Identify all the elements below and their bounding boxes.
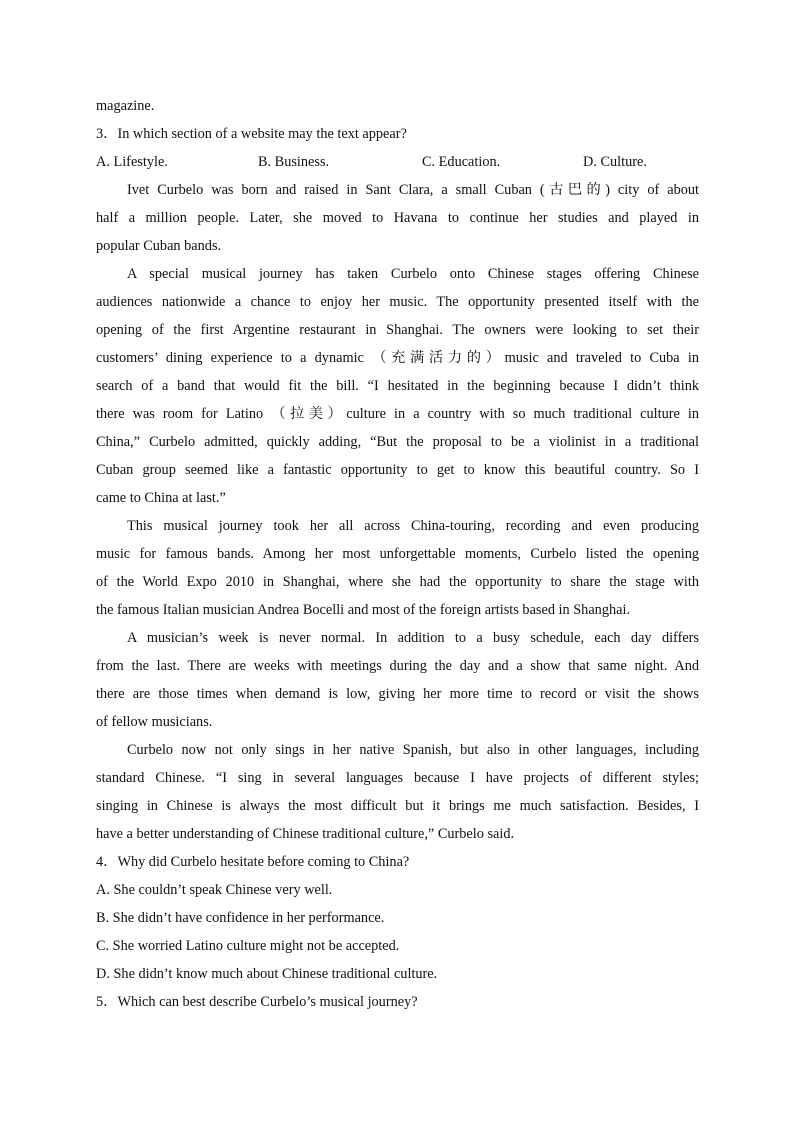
question-3-option-c: C. Education. [422, 154, 501, 170]
paragraph-line: of fellow musicians. [96, 714, 213, 730]
paragraph-line: This musical journey took her all across China-touring, recording and even producing [127, 518, 699, 534]
question-3-option-b: B. Business. [258, 154, 330, 170]
paragraph-line: A special musical journey has taken Curbelo onto Chinese stages offering Chinese [127, 266, 699, 282]
paragraph-line: there are those times when demand is low, giving her more time to record or visit the shows [96, 686, 699, 702]
paragraph-line: A musician’s week is never normal. In addition to a busy schedule, each day differs [127, 630, 699, 646]
passage-paragraph-4 [96, 626, 699, 738]
passage-paragraph-2 [96, 262, 699, 514]
question-3-option-a: A. Lifestyle. [96, 154, 168, 170]
paragraph-line: opening of the first Argentine restaurant in Shanghai. The owners were looking to set their [96, 322, 699, 338]
question-4-option-c: C. She worried Latino culture might not be accepted. [96, 938, 400, 954]
paragraph-line: China,” Curbelo admitted, quickly adding, “But the proposal to be a violinist in a traditional [96, 434, 699, 450]
paragraph-line: music for famous bands. Among her most unforgettable moments, Curbelo listed the opening [96, 546, 699, 562]
paragraph-line: of the World Expo 2010 in Shanghai, where she had the opportunity to share the stage with [96, 574, 699, 590]
paragraph-line: Curbelo now not only sings in her native Spanish, but also in other languages, including [127, 742, 699, 758]
passage-paragraph-1 [96, 178, 699, 262]
paragraph-line: popular Cuban bands. [96, 238, 222, 254]
question-4-option-d: D. She didn’t know much about Chinese traditional culture. [96, 966, 438, 982]
paragraph-line: search of a band that would fit the bill. “I hesitated in the beginning because I didn’t think [96, 378, 699, 394]
paragraph-line: standard Chinese. “I sing in several languages because I have projects of different styles; [96, 770, 699, 786]
question-3-options [96, 150, 699, 178]
question-4-option-a: A. She couldn’t speak Chinese very well. [96, 882, 333, 898]
paragraph-line: half a million people. Later, she moved to Havana to continue her studies and played in [96, 210, 699, 226]
previous-question-fragment: magazine. [96, 98, 155, 114]
question-3-option-d: D. Culture. [583, 154, 647, 170]
paragraph-line: Ivet Curbelo was born and raised in Sant Clara, a small Cuban (古巴的) city of about [127, 182, 699, 198]
question-4-option-b: B. She didn’t have confidence in her performance. [96, 910, 385, 926]
paragraph-line: customers’ dining experience to a dynamic （充满活力的）music and traveled to Cuba in [96, 350, 699, 366]
paragraph-line: from the last. There are weeks with meetings during the day and a show that same night. And [96, 658, 699, 674]
paragraph-line: have a better understanding of Chinese traditional culture,” Curbelo said. [96, 826, 515, 842]
page-content [96, 94, 699, 1018]
paragraph-line: singing in Chinese is always the most difficult but it brings me much satisfaction. Besides, I [96, 798, 699, 814]
paragraph-line: came to China at last.” [96, 490, 226, 506]
paragraph-line: the famous Italian musician Andrea Bocelli and most of the foreign artists based in Shanghai. [96, 602, 631, 618]
paragraph-line: Cuban group seemed like a fantastic opportunity to get to know this beautiful country. So I [96, 462, 699, 478]
question-5-stem: 5．Which can best describe Curbelo’s musical journey? [96, 994, 418, 1010]
question-3-stem: 3．In which section of a website may the text appear? [96, 126, 407, 142]
passage-paragraph-5 [96, 738, 699, 850]
paragraph-line: audiences nationwide a chance to enjoy her music. The opportunity presented itself with the [96, 294, 699, 310]
passage-paragraph-3 [96, 514, 699, 626]
question-4-stem: 4．Why did Curbelo hesitate before coming to China? [96, 854, 410, 870]
paragraph-line: there was room for Latino （拉美）culture in a country with so much traditional culture in [96, 406, 699, 422]
